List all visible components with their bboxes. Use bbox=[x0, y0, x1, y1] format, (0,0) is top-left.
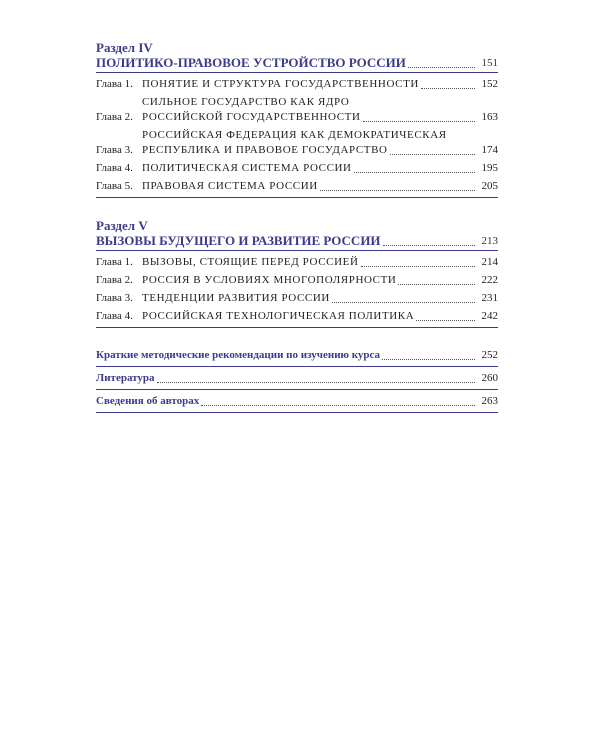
entry-divider bbox=[96, 366, 498, 367]
page-number: 242 bbox=[481, 310, 498, 322]
dot-leader bbox=[382, 359, 475, 360]
dot-leader bbox=[363, 121, 475, 122]
page-number: 214 bbox=[481, 256, 498, 268]
chapter-number: Глава 2. bbox=[96, 111, 133, 123]
page-number: 213 bbox=[481, 235, 498, 247]
section-label: Раздел V bbox=[96, 218, 148, 233]
toc-entry-chapter[interactable] bbox=[96, 273, 498, 288]
dot-leader bbox=[320, 190, 475, 191]
chapter-number: Глава 3. bbox=[96, 144, 133, 156]
entry-title: Литература bbox=[96, 372, 155, 384]
toc-entry-chapter[interactable] bbox=[96, 255, 498, 270]
table-of-contents bbox=[96, 40, 498, 417]
toc-entry-chapter[interactable] bbox=[96, 309, 498, 324]
toc-entry-extra[interactable] bbox=[96, 348, 498, 363]
toc-entry-chapter[interactable] bbox=[96, 161, 498, 176]
chapter-number: Глава 5. bbox=[96, 180, 133, 192]
chapter-title: РОССИЙСКАЯ ТЕХНОЛОГИЧЕСКАЯ ПОЛИТИКА bbox=[142, 310, 415, 322]
toc-entry-chapter[interactable] bbox=[96, 179, 498, 194]
section-title-entry[interactable] bbox=[96, 233, 498, 251]
page-number: 174 bbox=[481, 144, 498, 156]
chapter-title: СИЛЬНОЕ ГОСУДАРСТВО КАК ЯДРО bbox=[142, 96, 350, 108]
entry-divider bbox=[96, 389, 498, 390]
dot-leader bbox=[398, 284, 475, 285]
chapter-number: Глава 3. bbox=[96, 292, 133, 304]
dot-leader bbox=[416, 320, 475, 321]
chapter-title: РОССИЙСКАЯ ФЕДЕРАЦИЯ КАК ДЕМОКРАТИЧЕСКАЯ bbox=[142, 129, 447, 141]
chapter-title: ВЫЗОВЫ, СТОЯЩИЕ ПЕРЕД РОССИЕЙ bbox=[142, 256, 359, 268]
chapter-title-cont: РОССИЙСКОЙ ГОСУДАРСТВЕННОСТИ bbox=[142, 111, 361, 123]
page-number: 152 bbox=[481, 78, 498, 90]
section-4 bbox=[96, 40, 498, 198]
chapter-number: Глава 1. bbox=[96, 256, 133, 268]
section-title: ВЫЗОВЫ БУДУЩЕГО И РАЗВИТИЕ РОССИИ bbox=[96, 233, 381, 248]
page-number: 231 bbox=[481, 292, 498, 304]
chapter-number: Глава 4. bbox=[96, 162, 133, 174]
chapter-title: ТЕНДЕНЦИИ РАЗВИТИЯ РОССИИ bbox=[142, 292, 330, 304]
dot-leader bbox=[201, 405, 475, 406]
chapter-number: Глава 4. bbox=[96, 310, 133, 322]
page-number: 252 bbox=[481, 349, 498, 361]
toc-entry-extra[interactable] bbox=[96, 394, 498, 409]
page-number: 222 bbox=[481, 274, 498, 286]
entry-title: Краткие методические рекомендации по изучению курса bbox=[96, 349, 381, 361]
dot-leader bbox=[383, 245, 475, 246]
page-number: 263 bbox=[481, 395, 498, 407]
toc-entry-chapter[interactable] bbox=[96, 128, 498, 158]
toc-entry-chapter[interactable] bbox=[96, 291, 498, 306]
dot-leader bbox=[421, 88, 475, 89]
page-number: 260 bbox=[481, 372, 498, 384]
entry-divider bbox=[96, 412, 498, 413]
toc-entry-chapter[interactable] bbox=[96, 95, 498, 125]
chapter-title: ПОНЯТИЕ И СТРУКТУРА ГОСУДАРСТВЕННОСТИ bbox=[142, 78, 419, 90]
dot-leader bbox=[361, 266, 476, 267]
chapter-number: Глава 1. bbox=[96, 78, 133, 90]
section-5 bbox=[96, 218, 498, 328]
section-label: Раздел IV bbox=[96, 40, 153, 55]
dot-leader bbox=[354, 172, 475, 173]
toc-entry-extra[interactable] bbox=[96, 371, 498, 386]
entry-title: Сведения об авторах bbox=[96, 395, 200, 407]
chapter-title: ПРАВОВАЯ СИСТЕМА РОССИИ bbox=[142, 180, 318, 192]
dot-leader bbox=[408, 67, 475, 68]
chapter-title-cont: РЕСПУБЛИКА И ПРАВОВОЕ ГОСУДАРСТВО bbox=[142, 144, 388, 156]
chapter-title: РОССИЯ В УСЛОВИЯХ МНОГОПОЛЯРНОСТИ bbox=[142, 274, 397, 286]
section-title-entry[interactable] bbox=[96, 55, 498, 73]
dot-leader bbox=[390, 154, 475, 155]
page-number: 151 bbox=[481, 57, 498, 69]
page-number: 163 bbox=[481, 111, 498, 123]
dot-leader bbox=[157, 382, 475, 383]
back-matter bbox=[96, 348, 498, 413]
chapter-number: Глава 2. bbox=[96, 274, 133, 286]
page-number: 205 bbox=[481, 180, 498, 192]
section-title: ПОЛИТИКО-ПРАВОВОЕ УСТРОЙСТВО РОССИИ bbox=[96, 55, 406, 70]
toc-entry-chapter[interactable] bbox=[96, 77, 498, 92]
chapter-title: ПОЛИТИЧЕСКАЯ СИСТЕМА РОССИИ bbox=[142, 162, 352, 174]
dot-leader bbox=[332, 302, 475, 303]
page-number: 195 bbox=[481, 162, 498, 174]
